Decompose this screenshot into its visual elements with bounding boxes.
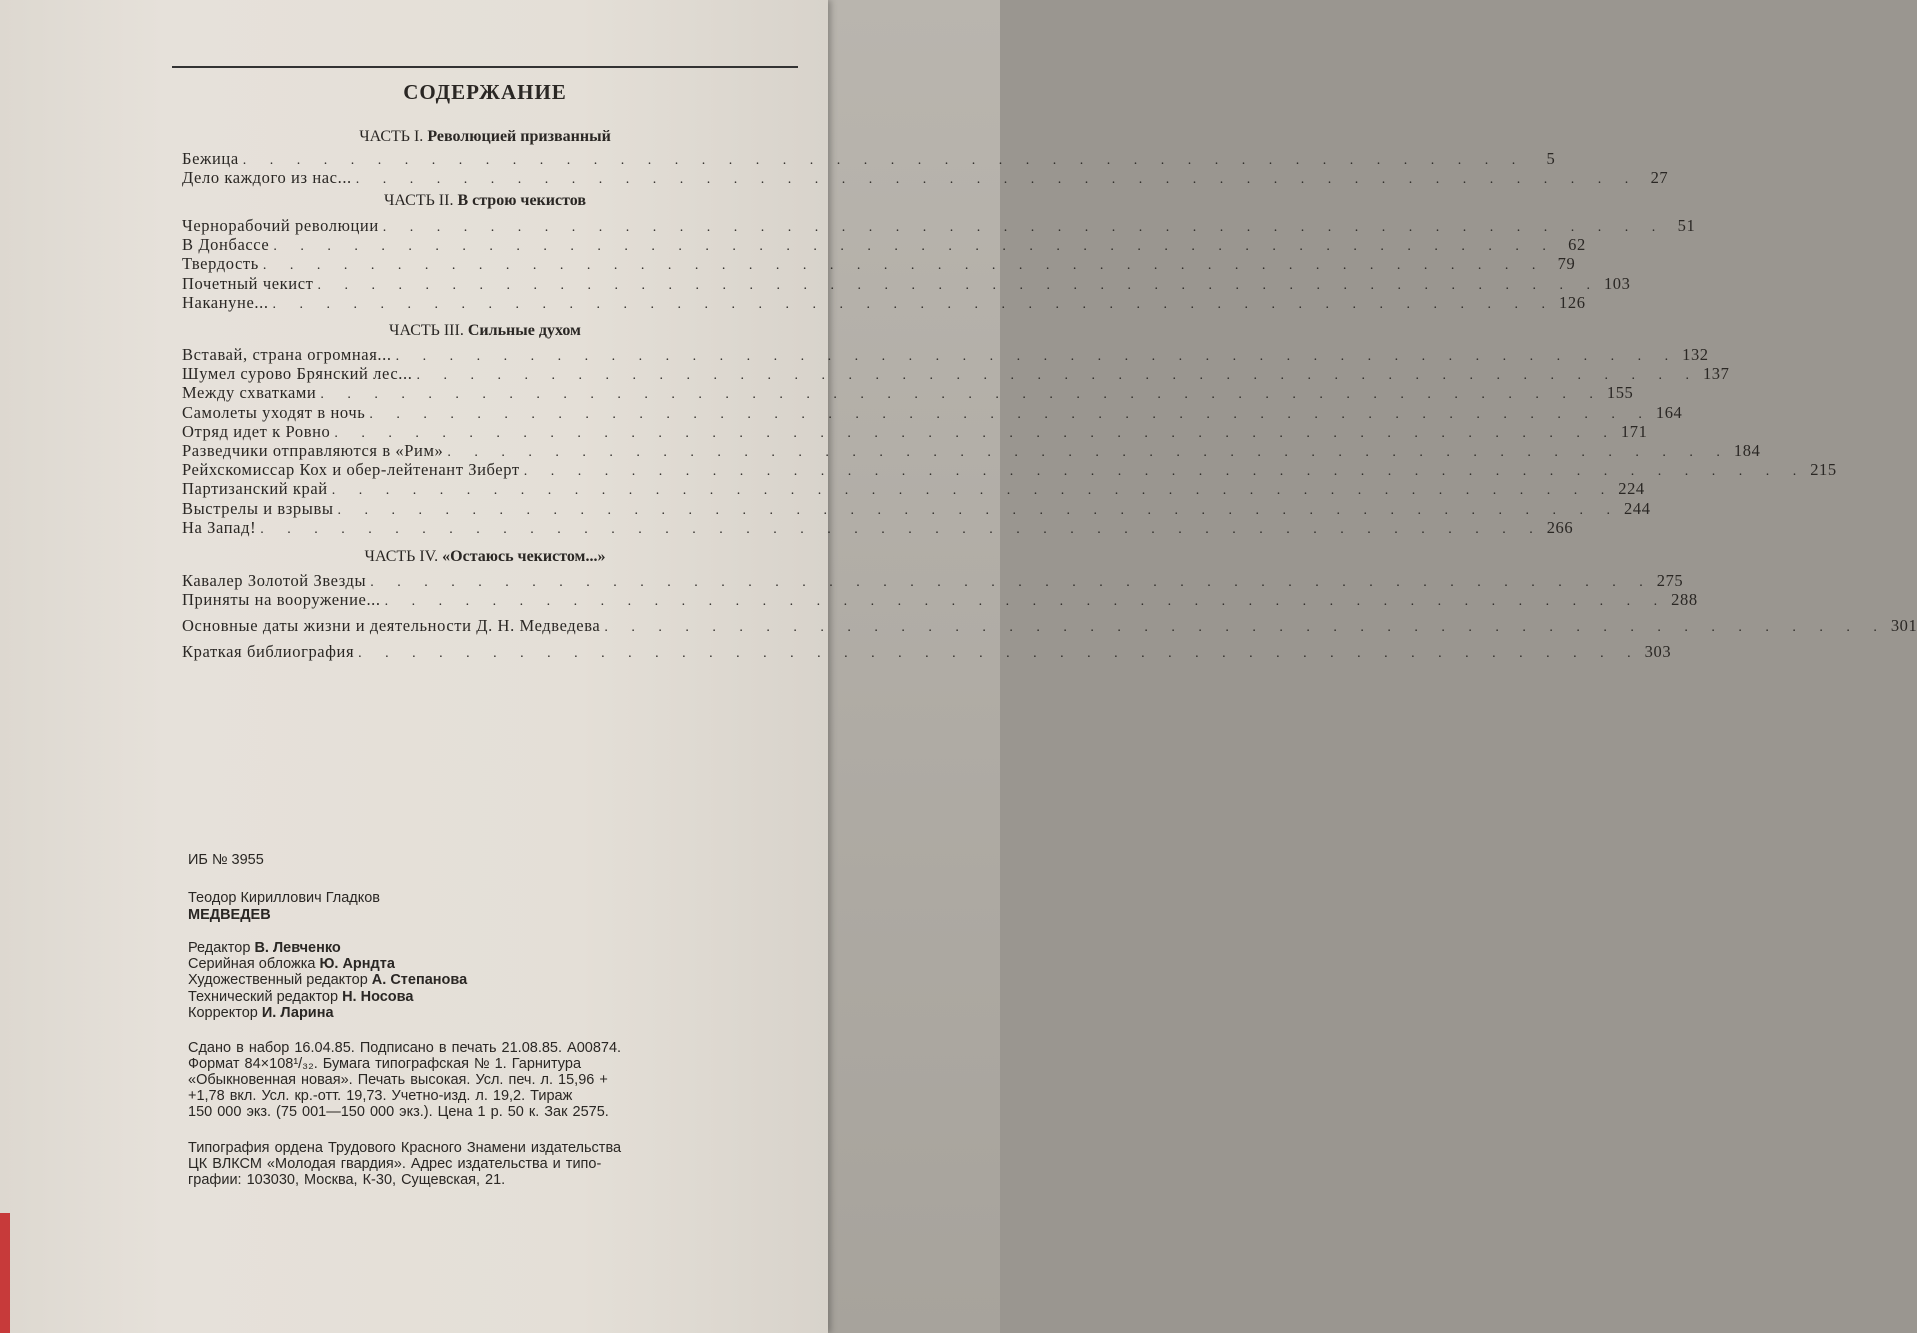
- part-label: ЧАСТЬ III.: [389, 322, 464, 339]
- author-name: Теодор Кириллович Гладков: [188, 890, 381, 906]
- part-title: Сильные духом: [467, 322, 581, 339]
- dot-leader: . . . . . . . . . . . . . . . . . . . . . . . . . . . . . . . . . . . . . . . . . . . . . . . .: [416, 368, 1699, 384]
- credit-role: Корректор: [188, 1004, 258, 1021]
- toc-entry: [182, 149, 1556, 169]
- toc-entry-title: Чернорабочий революции: [182, 216, 379, 235]
- toc-entry-page: 126: [1559, 292, 1586, 312]
- publisher-line: Типография ордена Трудового Красного Знамени издательства: [188, 1140, 622, 1156]
- dot-leader: . . . . . . . . . . . . . . . . . . . . . . . . . . . . . . . . . . . . . . . . . . . . . . . .: [604, 620, 1887, 635]
- toc-entry-title: Краткая библиография: [182, 642, 355, 661]
- toc-entry: [182, 460, 1837, 480]
- toc-entry-page: 132: [1682, 345, 1709, 364]
- toc-part-heading: [172, 192, 798, 210]
- dot-leader: . . . . . . . . . . . . . . . . . . . . . . . . . . . . . . . . . . . . . . . . . . . . . . . .: [337, 502, 1621, 518]
- publisher-line: ЦК ВЛКСМ «Молодая гвардия». Адрес издательства и типо-: [188, 1156, 602, 1172]
- part-title: В строю чекистов: [457, 192, 586, 209]
- dot-leader: . . . . . . . . . . . . . . . . . . . . . . . . . . . . . . . . . . . . . . . . . . . . . . . .: [320, 387, 1603, 403]
- dot-leader: . . . . . . . . . . . . . . . . . . . . . . . . . . . . . . . . . . . . . . . . . . . . . . . .: [382, 220, 1666, 235]
- toc-entry-page: 301: [1890, 616, 1917, 635]
- dot-leader: . . . . . . . . . . . . . . . . . . . . . . . . . . . . . . . . . . . . . . . . . . . . . . . .: [331, 483, 1615, 499]
- toc-part-heading: [172, 548, 798, 566]
- credit-role: Художественный редактор: [188, 972, 368, 989]
- toc-entry-page: 266: [1546, 517, 1574, 537]
- ib-number: ИБ № 3955: [188, 852, 264, 868]
- toc-entry-page: 164: [1655, 402, 1683, 422]
- toc-entry-title: Бежица: [182, 149, 239, 168]
- toc-entry-page: 79: [1557, 254, 1576, 274]
- print-line: +1,78 вкл. Усл. кр.-отт. 19,73. Учетно-изд. л. 19,2. Тираж: [188, 1088, 573, 1104]
- toc-entry-title: Дело каждого из нас...: [182, 168, 352, 188]
- dot-leader: . . . . . . . . . . . . . . . . . . . . . . . . . . . . . . . . . . . . . . . . . . . . . . . .: [395, 349, 1679, 364]
- toc-appendix-entry: [182, 642, 1672, 662]
- print-line: Формат 84×108¹/₃₂. Бумага типографская № 1. Гарнитура: [188, 1056, 582, 1072]
- print-details: [188, 1040, 828, 1120]
- toc-entry: [182, 254, 1576, 274]
- dot-leader: . . . . . . . . . . . . . . . . . . . . . . . . . . . . . . . . . . . . . . . . . . . . . . . .: [523, 464, 1807, 480]
- toc-entry-page: 5: [1546, 149, 1556, 168]
- print-line: Сдано в набор 16.04.85. Подписано в печать 21.08.85. А00874.: [188, 1040, 622, 1056]
- toc-entry-title: Партизанский край: [182, 479, 328, 499]
- toc-entry: [182, 292, 1586, 313]
- dot-leader: . . . . . . . . . . . . . . . . . . . . . . . . . . . . . . . . . . . . . . . . . . . . . . . .: [334, 425, 1617, 441]
- toc-entry-page: 155: [1606, 383, 1634, 403]
- toc-entry: [182, 402, 1683, 423]
- credit-role: Серийная обложка: [188, 956, 316, 973]
- toc-entry: [182, 168, 1669, 188]
- dot-leader: . . . . . . . . . . . . . . . . . . . . . . . . . . . . . . . . . . . . . . . . . . . . . . . .: [369, 406, 1652, 422]
- toc-entry-title: Приняты на вооружение...: [182, 590, 381, 610]
- part-title: Революцией призванный: [427, 128, 611, 145]
- dot-leader: . . . . . . . . . . . . . . . . . . . . . . . . . . . . . . . . . . . . . . . . . . . . . . . .: [260, 521, 1543, 537]
- toc-entry-page: 51: [1677, 216, 1696, 235]
- credit-line: [188, 989, 413, 1005]
- toc-entry: [182, 235, 1586, 255]
- toc-entry-title: Кавалер Золотой Звезды: [182, 571, 367, 590]
- toc-entry-page: 224: [1618, 479, 1645, 499]
- dot-leader: . . . . . . . . . . . . . . . . . . . . . . . . . . . . . . . . . . . . . . . . . . . . . . . .: [272, 296, 1556, 312]
- toc-entry-title: Отряд идет к Ровно: [182, 421, 331, 441]
- toc-entry-title: На Запад!: [182, 517, 257, 537]
- dot-leader: . . . . . . . . . . . . . . . . . . . . . . . . . . . . . . . . . . . . . . . . . . . . . . . .: [242, 153, 1526, 168]
- toc-entry-page: 62: [1568, 235, 1586, 255]
- toc-entry-page: 184: [1733, 441, 1761, 460]
- dot-leader: . . . . . . . . . . . . . . . . . . . . . . . . . . . . . . . . . . . . . . . . . . . . . . . .: [358, 646, 1641, 661]
- toc-entry: [182, 441, 1761, 461]
- toc-entry-title: Основные даты жизни и деятельности Д. Н. Медведева: [182, 616, 601, 635]
- cover-edge: [0, 1213, 10, 1333]
- part-label: ЧАСТЬ IV.: [364, 548, 439, 565]
- dot-leader: . . . . . . . . . . . . . . . . . . . . . . . . . . . . . . . . . . . . . . . . . . . . . . . .: [384, 594, 1668, 610]
- toc-entry-title: Выстрелы и взрывы: [182, 498, 334, 518]
- print-line: «Обыкновенная новая». Печать высокая. Усл. печ. л. 15,96 +: [188, 1072, 608, 1088]
- print-line: 150 000 экз. (75 001—150 000 экз.). Цена 1 р. 50 к. Зак 2575.: [188, 1104, 609, 1120]
- top-rule: [172, 66, 798, 68]
- toc-entry-page: 171: [1620, 421, 1648, 441]
- toc-entry-title: Вставай, страна огромная...: [182, 345, 392, 364]
- toc-entry-title: Рейхскомиссар Кох и обер-лейтенант Зиберт: [182, 460, 520, 480]
- credit-role: Технический редактор: [188, 988, 339, 1005]
- toc-entry-page: 275: [1656, 571, 1684, 590]
- toc-entry: [182, 383, 1634, 403]
- credit-name: Н. Носова: [342, 988, 414, 1005]
- toc-appendix-entry: [182, 616, 1917, 636]
- toc-entry-title: Между схватками: [182, 383, 317, 403]
- part-title: «Остаюсь чекистом...»: [442, 548, 606, 565]
- toc-entry: [182, 345, 1709, 365]
- part-label: ЧАСТЬ I.: [359, 128, 424, 145]
- toc-entry: [182, 273, 1631, 294]
- publisher-details: [188, 1140, 828, 1188]
- toc-part-heading: [172, 128, 798, 146]
- credit-line: [188, 940, 341, 956]
- dot-leader: . . . . . . . . . . . . . . . . . . . . . . . . . . . . . . . . . . . . . . . . . . . . . . . .: [355, 172, 1639, 188]
- credit-name: Ю. Арндта: [319, 956, 395, 973]
- toc-entry-page: 288: [1671, 590, 1698, 610]
- part-label: ЧАСТЬ II.: [384, 192, 454, 209]
- publisher-line: графии: 103030, Москва, К-30, Сущевская, 21.: [188, 1172, 506, 1188]
- credit-line: [188, 972, 467, 988]
- credit-line: [188, 1005, 334, 1021]
- toc-entry: [182, 590, 1698, 610]
- toc-part-heading: [172, 322, 798, 340]
- toc-entry-page: 244: [1624, 498, 1651, 518]
- toc-entry-title: Накануне...: [182, 292, 269, 312]
- toc-entry: [182, 216, 1696, 236]
- dot-leader: . . . . . . . . . . . . . . . . . . . . . . . . . . . . . . . . . . . . . . . . . . . . . . . .: [273, 239, 1556, 255]
- toc-entry: [182, 517, 1574, 538]
- toc-entry: [182, 421, 1648, 442]
- toc-entry-page: 103: [1603, 273, 1631, 293]
- toc-entry-title: Разведчики отправляются в «Рим»: [182, 441, 444, 460]
- toc-entry-page: 303: [1644, 642, 1672, 661]
- toc-entry: [182, 479, 1645, 499]
- dot-leader: . . . . . . . . . . . . . . . . . . . . . . . . . . . . . . . . . . . . . . . . . . . . . . . .: [317, 277, 1600, 293]
- credit-name: И. Ларина: [261, 1004, 334, 1021]
- toc-entry-page: 215: [1810, 460, 1837, 480]
- dot-leader: . . . . . . . . . . . . . . . . . . . . . . . . . . . . . . . . . . . . . . . . . . . . . . . .: [447, 445, 1730, 460]
- toc-entry: [182, 571, 1684, 591]
- book-title: МЕДВЕДЕВ: [188, 907, 271, 923]
- credit-name: В. Левченко: [254, 940, 341, 956]
- toc-entry: [182, 498, 1651, 519]
- toc-entry: [182, 364, 1730, 384]
- toc-entry-title: Самолеты уходят в ночь: [182, 402, 366, 422]
- toc-entry-page: 27: [1650, 168, 1669, 188]
- toc-entry-title: Почетный чекист: [182, 273, 314, 293]
- dot-leader: . . . . . . . . . . . . . . . . . . . . . . . . . . . . . . . . . . . . . . . . . . . . . . . .: [370, 575, 1653, 590]
- toc-entry-title: Твердость: [182, 254, 259, 274]
- toc-entry-title: В Донбассе: [182, 235, 270, 255]
- toc-entry-page: 137: [1702, 364, 1730, 384]
- toc-entry-title: Шумел сурово Брянский лес...: [182, 364, 413, 384]
- credit-name: А. Степанова: [371, 972, 468, 989]
- toc-title: СОДЕРЖАНИЕ: [403, 80, 567, 104]
- credit-role: Редактор: [188, 940, 251, 956]
- credit-line: [188, 956, 395, 972]
- dot-leader: . . . . . . . . . . . . . . . . . . . . . . . . . . . . . . . . . . . . . . . . . . . . . . . .: [262, 258, 1546, 274]
